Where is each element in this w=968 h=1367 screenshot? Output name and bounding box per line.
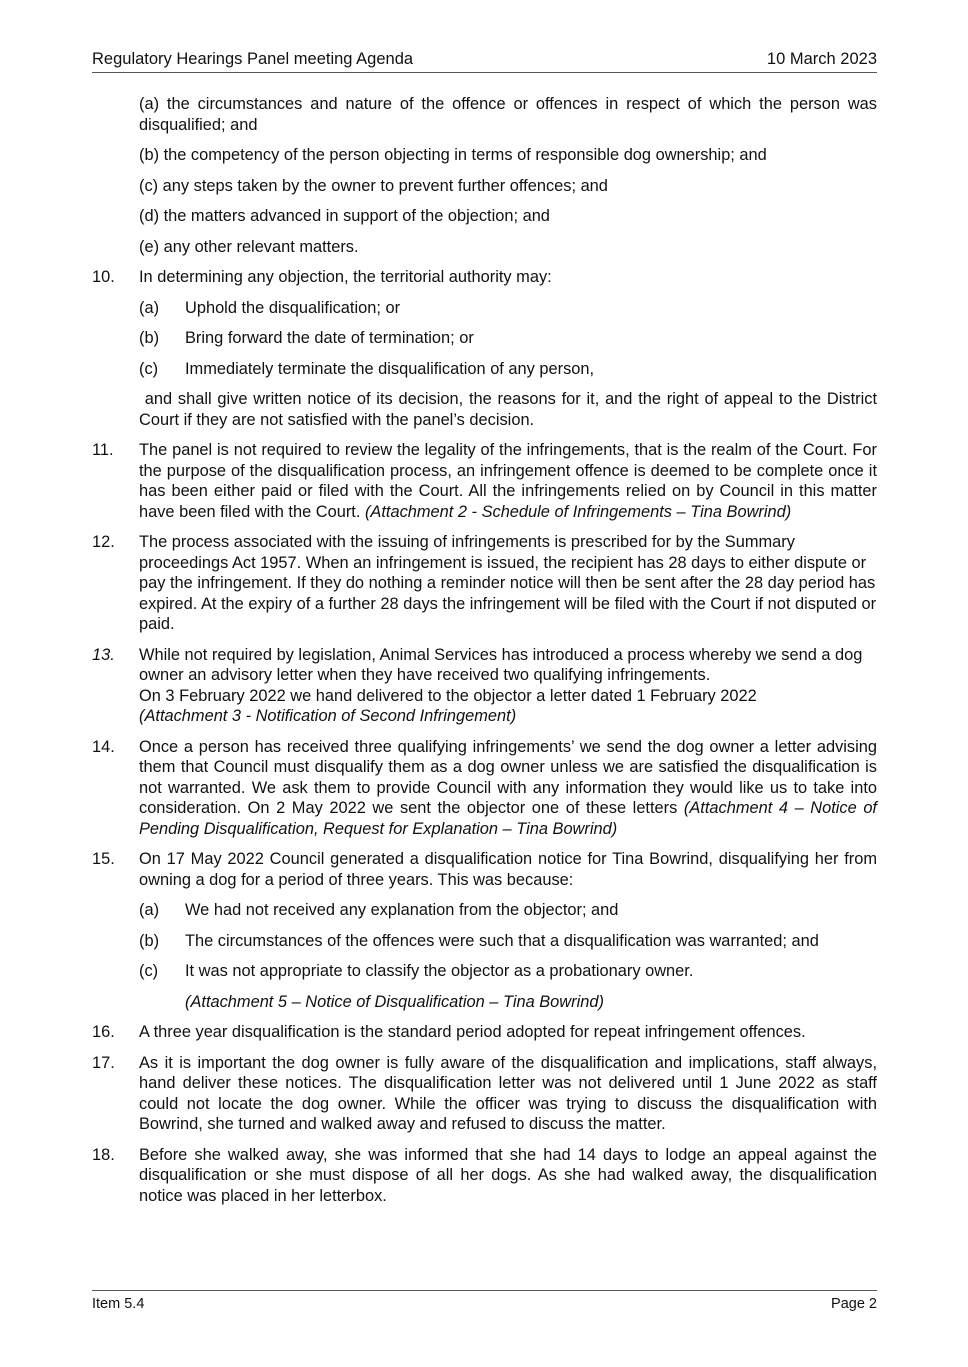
subclause-text: We had not received any explanation from the objector; and [185, 901, 619, 919]
clause-e: (e) any other relevant matters. [139, 237, 359, 256]
footer-item: Item 5.4 [92, 1296, 145, 1312]
paragraph-number: 16. [92, 1023, 115, 1041]
paragraph-text: As it is important the dog owner is fully aware of the disqualification and implications, staff always, hand deliver these notices. The disqualification letter was not delivered until 1 June 2022 as staff could not locate the dog owner. While the officer was trying to discuss the disqualification with Bowrind, she turned and walked away and refused to discuss the matter. [139, 1053, 877, 1133]
attachment-reference: (Attachment 4 – Notice of Pending Disqualification, Request for Explanation – Tina Bowrind) [139, 799, 877, 838]
attachment-reference: (Attachment 3 - Notification of Second Infringement) [139, 707, 517, 725]
paragraph-10 [92, 267, 877, 288]
footer-page-number: Page 2 [831, 1296, 877, 1312]
paragraph-number: 14. [92, 737, 115, 756]
paragraph-number: 15. [92, 850, 115, 868]
subclause-15a [139, 900, 877, 921]
paragraph-number: 18. [92, 1145, 115, 1164]
paragraph-text: Before she walked away, she was informed that she had 14 days to lodge an appeal against the disqualification or she must dispose of all her dogs. As she had walked away, the disqualification notice was placed in her letterbox. [139, 1145, 877, 1205]
subclause-text: Immediately terminate the disqualification of any person, [185, 359, 595, 378]
paragraph-text [139, 645, 877, 727]
paragraph-16 [92, 1022, 877, 1043]
subclause-number: (b) [139, 329, 160, 347]
paragraph-10-tail: and shall give written notice of its decision, the reasons for it, and the right of appeal to the District Court if they are not satisfied with the panel’s decision. [139, 390, 882, 429]
subclause-10b [139, 328, 877, 349]
paragraph-15 [92, 849, 877, 890]
paragraph-text [139, 440, 877, 522]
subclause-number: (a) [139, 901, 160, 919]
subclause-number: (b) [139, 931, 160, 950]
subclause-10a [139, 298, 877, 319]
subclause-text: The circumstances of the offences were such that a disqualification was warranted; and [185, 931, 819, 950]
paragraph-body: The panel is not required to review the legality of the infringements, that is the realm of the Court. For the purpose of the disqualification process, an infringement offence is deemed to be complete once it has been either paid or filed with the Court. All the infringements relied on by Council in this matter have been filed with the Court. [139, 441, 877, 521]
subclause-15b [139, 931, 877, 952]
paragraph-text: On 17 May 2022 Council generated a disqualification notice for Tina Bowrind, disqualifying her from owning a dog for a period of three years. This was because: [139, 850, 877, 889]
document-body [92, 94, 882, 1216]
attachment-reference: (Attachment 2 - Schedule of Infringements – Tina Bowrind) [364, 502, 792, 521]
header-title: Regulatory Hearings Panel meeting Agenda [92, 50, 414, 68]
subclause-text: Uphold the disqualification; or [185, 298, 401, 317]
paragraph-13 [92, 645, 877, 727]
paragraph-14 [92, 737, 877, 840]
subclause-number: (a) [139, 298, 160, 317]
page-footer [92, 1290, 877, 1317]
clause-c: (c) any steps taken by the owner to prevent further offences; and [139, 176, 608, 195]
paragraph-18 [92, 1145, 877, 1207]
clause-a: (a) the circumstances and nature of the offence or offences in respect of which the person was disqualified; and [139, 95, 877, 134]
paragraph-11 [92, 440, 877, 522]
paragraph-15-attachment [185, 992, 877, 1013]
subclause-text: Bring forward the date of termination; or [185, 329, 474, 347]
paragraph-number: 11. [92, 441, 114, 459]
paragraph-text: The process associated with the issuing of infringements is prescribed for by the Summary proceedings Act 1957. When an infringement is issued, the recipient has 28 days to either dispute or pay the infringement. If they do nothing a reminder notice will then be sent after the 28 day period has expired. At the expiry of a further 28 days the infringement will be filed with the Court if not disputed or paid. [139, 533, 877, 633]
page-header [92, 48, 877, 73]
paragraph-body: Once a person has received three qualifying infringements’ we send the dog owner a letter advising them that Council must disqualify them as a dog owner unless we are satisfied the disqualification is not warranted. We ask them to provide Council with any information they would like us to take into consideration. On 2 May 2022 we sent the objector one of these letters [139, 737, 877, 817]
paragraph-line-2: On 3 February 2022 we hand delivered to the objector a letter dated 1 February 2022 [139, 686, 757, 705]
subclause-number: (c) [139, 962, 159, 980]
paragraph-number: 17. [92, 1053, 115, 1072]
paragraph-number: 12. [92, 533, 115, 551]
header-date: 10 March 2023 [766, 50, 877, 68]
paragraph-text [139, 737, 877, 840]
subclause-10c [139, 359, 877, 380]
paragraph-12 [92, 532, 877, 635]
paragraph-text: A three year disqualification is the standard period adopted for repeat infringement offences. [139, 1023, 806, 1041]
clause-b: (b) the competency of the person objecting in terms of responsible dog ownership; and [139, 146, 767, 164]
attachment-reference: (Attachment 5 – Notice of Disqualification – Tina Bowrind) [185, 992, 604, 1011]
clause-d: (d) the matters advanced in support of the objection; and [139, 207, 550, 225]
subclause-text: It was not appropriate to classify the objector as a probationary owner. [185, 962, 694, 980]
paragraph-17 [92, 1053, 877, 1135]
paragraph-text: In determining any objection, the territorial authority may: [139, 268, 552, 286]
paragraph-number: 13. [92, 645, 115, 664]
paragraph-line-1: While not required by legislation, Animal Services has introduced a process whereby we send a dog owner an advisory letter when they have received two qualifying infringements. [139, 645, 863, 684]
subclause-15c [139, 961, 877, 982]
subclause-number: (c) [139, 359, 159, 378]
paragraph-number: 10. [92, 268, 115, 286]
